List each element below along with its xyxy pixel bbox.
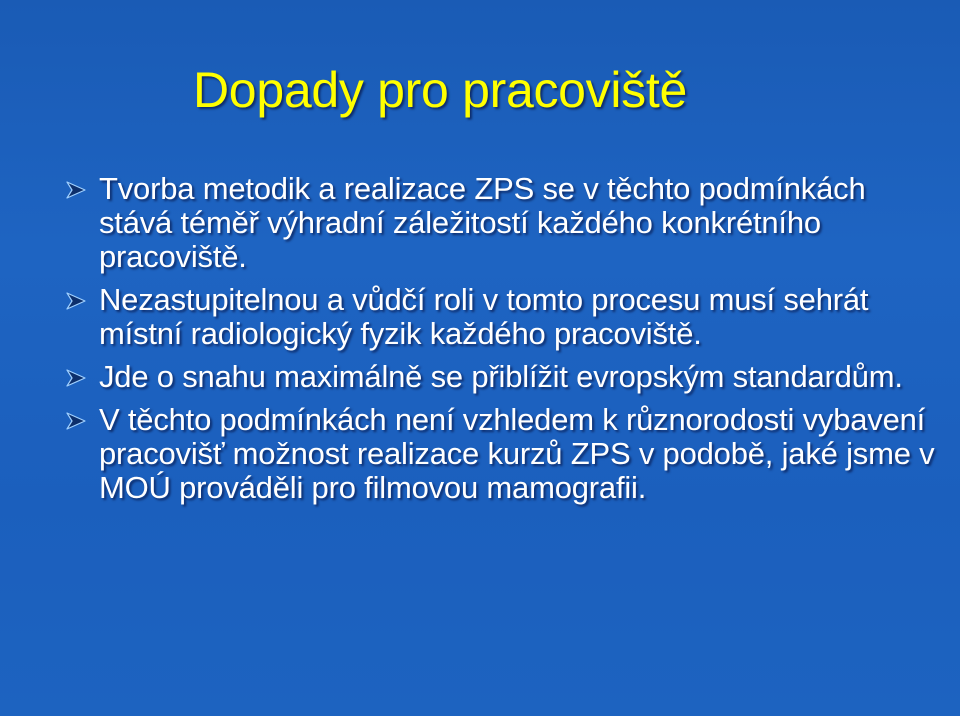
arrow-bullet-icon (66, 292, 86, 310)
slide-title: Dopady pro pracoviště (193, 62, 687, 118)
arrow-bullet-icon (66, 181, 86, 199)
bullet-item (62, 172, 942, 274)
bullet-text: Nezastupitelnou a vůdčí roli v tomto procesu musí sehrát místní radiologický fyzik každého pracoviště. (99, 282, 869, 351)
bullet-item (62, 403, 942, 505)
arrow-bullet-icon (66, 369, 86, 387)
arrow-bullet-icon (66, 412, 86, 430)
bullet-text: Tvorba metodik a realizace ZPS se v těchto podmínkách stává téměř výhradní záležitostí každého konkrétního pracoviště. (99, 171, 866, 274)
bullet-text: V těchto podmínkách není vzhledem k různorodosti vybavení pracovišť možnost realizace kurzů ZPS v podobě, jaké jsme v MOÚ prováděli pro filmovou mamografii. (99, 402, 935, 505)
bullet-item (62, 283, 942, 351)
bullet-text: Jde o snahu maximálně se přiblížit evropským standardům. (99, 359, 903, 394)
bullet-list (62, 172, 942, 514)
bullet-item (62, 360, 942, 394)
